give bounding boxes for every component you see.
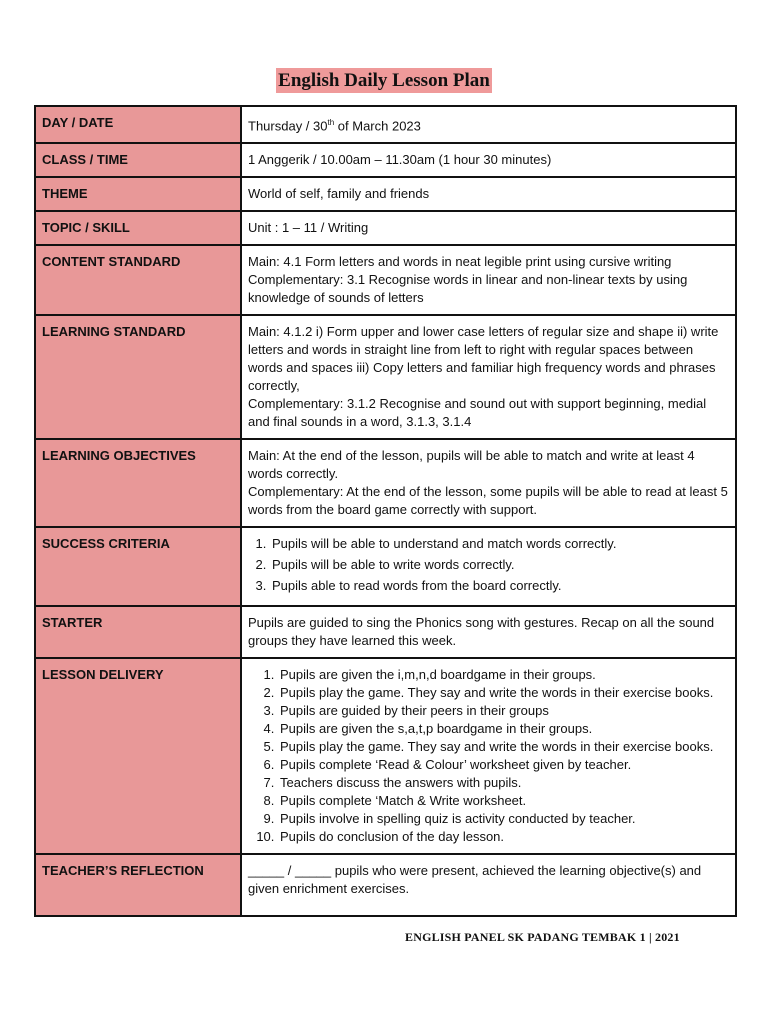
row-topic-skill [35,211,736,245]
value-topic-skill: Unit : 1 – 11 / Writing [241,211,736,245]
label-day-date: DAY / DATE [35,106,241,143]
objectives-complementary: Complementary: At the end of the lesson, some pupils will be able to read at least 5 words from the board game correctly with support. [248,484,728,518]
label-theme: THEME [35,177,241,211]
lesson-delivery-list [248,666,729,846]
value-success-criteria [241,527,736,606]
label-lesson-delivery: LESSON DELIVERY [35,658,241,854]
list-item: 7. Teachers discuss the answers with pupils. [278,774,729,792]
value-learning-objectives [241,439,736,527]
list-item: 5. Pupils play the game. They say and write the words in their exercise books. [278,738,729,756]
label-learning-objectives: LEARNING OBJECTIVES [35,439,241,527]
label-teacher-reflection: TEACHER’S REFLECTION [35,854,241,916]
list-item: 2. Pupils will be able to write words correctly. [270,556,729,574]
list-item: 1. Pupils are given the i,m,n,d boardgame in their groups. [278,666,729,684]
value-class-time: 1 Anggerik / 10.00am – 11.30am (1 hour 30 minutes) [241,143,736,177]
label-topic-skill: TOPIC / SKILL [35,211,241,245]
list-item: 3. Pupils are guided by their peers in their groups [278,702,729,720]
row-class-time [35,143,736,177]
value-starter: Pupils are guided to sing the Phonics song with gestures. Recap on all the sound groups they have learned this week. [241,606,736,658]
row-learning-standard [35,315,736,439]
row-success-criteria [35,527,736,606]
list-item: 4. Pupils are given the s,a,t,p boardgame in their groups. [278,720,729,738]
objectives-main: Main: At the end of the lesson, pupils will be able to match and write at least 4 words correctly. [248,448,695,482]
content-standard-main: Main: 4.1 Form letters and words in neat legible print using cursive writing [248,254,672,270]
label-learning-standard: LEARNING STANDARD [35,315,241,439]
success-criteria-list [248,535,729,595]
page-footer: ENGLISH PANEL SK PADANG TEMBAK 1 | 2021 [405,930,680,944]
row-theme [35,177,736,211]
list-item: 1. Pupils will be able to understand and match words correctly. [270,535,729,553]
value-theme: World of self, family and friends [241,177,736,211]
document-title-wrap [0,70,768,92]
row-lesson-delivery [35,658,736,854]
value-learning-standard [241,315,736,439]
value-content-standard [241,245,736,315]
row-teacher-reflection [35,854,736,916]
row-day-date [35,106,736,143]
row-content-standard [35,245,736,315]
list-item: 8. Pupils complete ‘Match & Write worksheet. [278,792,729,810]
label-success-criteria: SUCCESS CRITERIA [35,527,241,606]
learning-standard-main: Main: 4.1.2 i) Form upper and lower case letters of regular size and shape ii) write letters and words in straight line from left to right with regular spaces between words and spaces iii) Copy letters and familiar high frequency words and phrases correctly, [248,324,719,394]
label-class-time: CLASS / TIME [35,143,241,177]
list-item: 6. Pupils complete ‘Read & Colour’ worksheet given by teacher. [278,756,729,774]
learning-standard-complementary: Complementary: 3.1.2 Recognise and sound out with support beginning, medial and final sounds in a word, 3.1.3, 3.1.4 [248,396,707,430]
value-day-date-sup: th [327,118,335,127]
list-item: 2. Pupils play the game. They say and write the words in their exercise books. [278,684,729,702]
value-day-date-post: of March 2023 [334,118,421,134]
content-standard-complementary: Complementary: 3.1 Recognise words in linear and non-linear texts by using knowledge of sounds of letters [248,272,688,306]
value-day-date [241,106,736,143]
list-item: 10. Pupils do conclusion of the day lesson. [278,828,729,846]
lesson-plan-table [34,105,737,917]
row-starter [35,606,736,658]
document-title: English Daily Lesson Plan [278,70,490,91]
list-item: 3. Pupils able to read words from the board correctly. [270,577,729,595]
label-starter: STARTER [35,606,241,658]
row-learning-objectives [35,439,736,527]
value-teacher-reflection: _____ / _____ pupils who were present, achieved the learning objective(s) and given enrichment exercises. [241,854,736,916]
label-content-standard: CONTENT STANDARD [35,245,241,315]
value-day-date-main: Thursday / 30 [248,118,328,134]
list-item: 9. Pupils involve in spelling quiz is activity conducted by teacher. [278,810,729,828]
value-lesson-delivery [241,658,736,854]
